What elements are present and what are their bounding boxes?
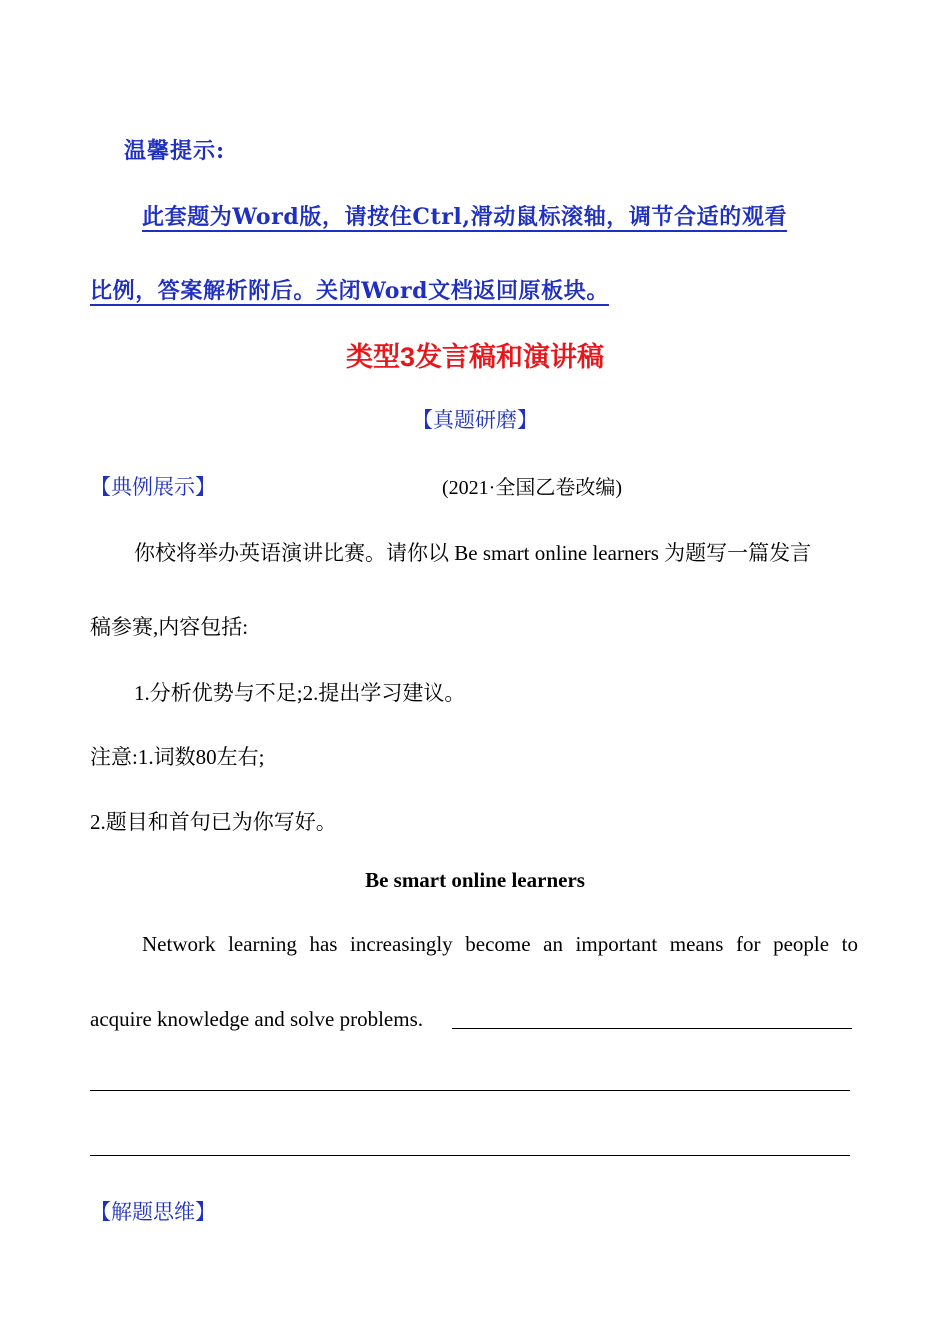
answer-blank-3[interactable]	[90, 1155, 850, 1156]
example-label: 【典例展示】	[90, 476, 216, 499]
tip-title: 温馨提示:	[124, 138, 226, 164]
prompt-note-2: 2.题目和首句已为你写好。	[90, 810, 337, 834]
sub-heading: 【真题研磨】	[412, 409, 538, 432]
tip-line-1[interactable]: 此套题为Word版，请按住Ctrl,滑动鼠标滚轴，调节合适的观看	[142, 204, 788, 230]
prompt-line-2: 稿参赛,内容包括:	[90, 615, 249, 639]
essay-title: Be smart online learners	[365, 868, 585, 892]
prompt-line-1: 你校将举办英语演讲比赛。请你以 Be smart online learners 为题写一篇发言	[134, 541, 812, 565]
answer-blank-2[interactable]	[90, 1090, 850, 1091]
essay-line-2: acquire knowledge and solve problems.	[90, 1007, 423, 1031]
thinking-label: 【解题思维】	[90, 1201, 216, 1224]
answer-blank-1[interactable]	[452, 1028, 852, 1029]
essay-line-1: Network learning has increasingly become an important means for people to	[142, 932, 858, 956]
tip-line-2[interactable]: 比例，答案解析附后。关闭Word文档返回原板块。	[90, 278, 609, 304]
main-title: 类型3发言稿和演讲稿	[345, 342, 605, 372]
prompt-item: 1.分析优势与不足;2.提出学习建议。	[134, 681, 466, 705]
prompt-note-1: 注意:1.词数80左右;	[90, 745, 265, 769]
example-source: (2021·全国乙卷改编)	[442, 477, 622, 499]
